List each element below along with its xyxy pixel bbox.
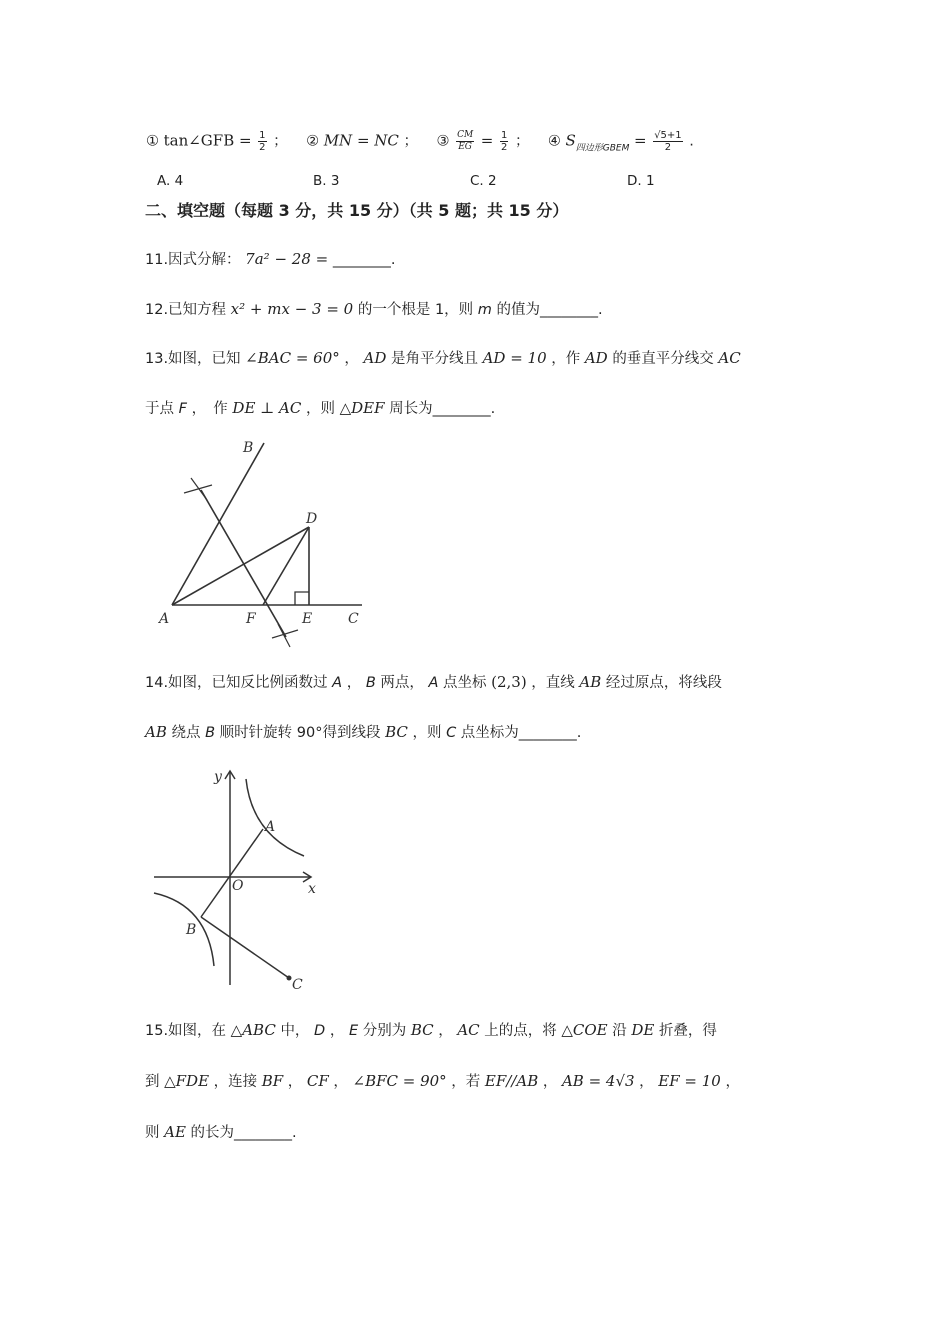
- q15-var: E: [348, 1023, 359, 1039]
- q11-text: 11.因式分解：: [145, 252, 241, 268]
- q13-text: 是角平分线且: [390, 351, 478, 367]
- option-3-eq: =: [480, 131, 494, 150]
- question-13-line-2: [145, 398, 495, 419]
- q14-text: 两点，: [380, 675, 424, 691]
- option-4-eq: =: [634, 131, 647, 150]
- option-1-expr: tan∠GFB =: [163, 131, 252, 150]
- q15-expr: AE: [164, 1123, 186, 1141]
- q15-text: ，: [725, 1074, 740, 1090]
- q12-post: 的值为________.: [496, 302, 603, 318]
- q15-expr: △ABC: [230, 1021, 276, 1039]
- q13-text: ，: [344, 351, 359, 367]
- figure-14: [150, 764, 325, 994]
- q15-text: 中，: [280, 1023, 310, 1039]
- option-4-mark: ④: [547, 133, 561, 150]
- q15-expr: △FDE: [164, 1072, 210, 1090]
- option-1-fraction: $\frac{1}{2}$: [259, 130, 266, 153]
- q12-mid: 的一个根是 1，则: [357, 302, 474, 318]
- q11-expr: 7a² − 28 =: [245, 250, 329, 268]
- label-c: C: [348, 611, 359, 627]
- hyperbola-branch-1: [246, 779, 304, 856]
- label-e: E: [302, 611, 313, 627]
- q14-text: 点坐标为________.: [460, 725, 582, 741]
- q15-expr: AC: [457, 1021, 480, 1039]
- q14-expr: AB: [579, 673, 602, 691]
- label-b: B: [243, 440, 254, 456]
- question-15-line-2: [145, 1071, 740, 1092]
- q14-var: B: [365, 675, 376, 691]
- q13-text: ，作: [551, 351, 581, 367]
- label-c: C: [292, 977, 303, 993]
- option-4-fraction: $\frac{√5+1}{2}$: [654, 130, 682, 153]
- q13-expr: DE ⊥ AC: [232, 399, 302, 417]
- q15-text: ，: [639, 1074, 654, 1090]
- options-row: [146, 130, 694, 159]
- q15-text: ，: [329, 1023, 345, 1039]
- arc-mark-top: [184, 485, 212, 493]
- line-ab: [201, 829, 263, 917]
- q13-expr: AD: [584, 349, 608, 367]
- q13-text: ， 作: [191, 401, 228, 417]
- point-c-dot: [287, 976, 292, 981]
- q15-text: 的长为________.: [190, 1125, 297, 1141]
- q15-expr: BF: [261, 1072, 284, 1090]
- option-2-expr: MN = NC: [323, 131, 399, 150]
- label-a: A: [159, 611, 170, 627]
- q14-text: 点坐标: [443, 675, 487, 691]
- q14-var: A: [332, 675, 343, 691]
- option-3-sep: ；: [514, 133, 530, 150]
- label-y: y: [214, 769, 222, 785]
- q15-expr: CF: [306, 1072, 329, 1090]
- q13-expr: AD: [363, 349, 387, 367]
- q15-text: 则: [145, 1125, 160, 1141]
- q14-text: 绕点: [171, 725, 201, 741]
- q14-text: 14.如图，已知反比例函数过: [145, 675, 328, 691]
- question-15-line-1: [145, 1020, 717, 1041]
- q15-expr: BC: [410, 1021, 434, 1039]
- option-1-mark: ①: [146, 133, 159, 150]
- q15-text: ，: [333, 1074, 348, 1090]
- q13-text: 13.如图，已知: [145, 351, 241, 367]
- q15-text: ，: [542, 1074, 558, 1090]
- q15-text: ，: [438, 1023, 453, 1039]
- segment-bc: [201, 917, 289, 978]
- q13-expr: △DEF: [339, 399, 385, 417]
- q14-text: 经过原点，将线段: [605, 675, 722, 691]
- q13-text: 的垂直平分线交: [612, 351, 714, 367]
- segment-ad: [172, 527, 309, 605]
- q14-expr: AB: [145, 723, 167, 741]
- label-x: x: [308, 881, 316, 897]
- q15-text: ，若: [451, 1074, 481, 1090]
- q14-var: A: [428, 675, 439, 691]
- q14-var: C: [446, 725, 457, 741]
- figure-13: [150, 432, 380, 660]
- question-14-line-2: [145, 722, 581, 743]
- q15-text: 到: [145, 1074, 160, 1090]
- choice-c: C. 2: [470, 173, 497, 189]
- q12-pre: 12.已知方程: [145, 302, 227, 318]
- q15-expr: EF//AB: [484, 1072, 539, 1090]
- q15-expr: ∠BFC = 90°: [352, 1072, 447, 1090]
- right-angle-mark: [295, 592, 309, 605]
- option-1-sep: ；: [273, 133, 288, 150]
- ray-ab: [172, 443, 264, 605]
- q15-expr: DE: [631, 1021, 655, 1039]
- label-d: D: [306, 511, 318, 527]
- option-4-subscript: 四边形GBEM: [575, 143, 630, 154]
- q12-var: m: [477, 302, 492, 318]
- q15-text: ，: [287, 1074, 303, 1090]
- q15-var: D: [314, 1023, 326, 1039]
- q15-expr: △COE: [561, 1021, 608, 1039]
- option-3-fraction-right: $\frac{1}{2}$: [500, 130, 508, 153]
- option-4-end: .: [689, 133, 694, 150]
- q12-expr: x² + mx − 3 = 0: [230, 300, 354, 318]
- segment-df: [263, 527, 309, 605]
- label-a: A: [265, 819, 276, 835]
- q14-text: ，直线: [531, 675, 575, 691]
- section-title: 二、填空题（每题 3 分，共 15 分）（共 5 题；共 15 分）: [145, 201, 569, 220]
- hyperbola-branch-2: [154, 893, 214, 966]
- question-13-line-1: [145, 348, 741, 369]
- label-b: B: [186, 922, 197, 938]
- q15-text: 沿: [612, 1023, 627, 1039]
- q13-expr: AD = 10: [482, 349, 547, 367]
- q14-var: B: [205, 725, 216, 741]
- question-12: [145, 299, 603, 320]
- q14-expr: (2,3): [491, 673, 527, 691]
- q15-text: 分别为: [362, 1023, 407, 1039]
- q13-var: F: [178, 401, 187, 417]
- q14-text: 顺时针旋转 90°得到线段: [219, 725, 381, 741]
- q15-text: 折叠，得: [658, 1023, 717, 1039]
- q15-text: 15.如图，在: [145, 1023, 227, 1039]
- q13-text: ，则: [305, 401, 335, 417]
- option-3-mark: ③: [436, 133, 450, 150]
- q11-blank: ________.: [332, 252, 396, 268]
- q15-expr: EF = 10: [658, 1072, 721, 1090]
- label-f: F: [246, 611, 256, 627]
- q14-text: ，则: [412, 725, 442, 741]
- q13-text: 周长为________.: [389, 401, 496, 417]
- q15-expr: AB = 4√3: [561, 1072, 635, 1090]
- q13-expr: ∠BAC = 60°: [245, 349, 340, 367]
- choice-d: D. 1: [627, 173, 655, 189]
- choice-a: A. 4: [157, 173, 184, 189]
- q13-expr: AC: [718, 349, 741, 367]
- option-4-s: S: [565, 131, 576, 150]
- question-14-line-1: [145, 672, 722, 693]
- perpendicular-bisector: [201, 490, 286, 637]
- question-15-line-3: [145, 1122, 297, 1143]
- q13-text: 于点: [145, 401, 174, 417]
- q14-text: ，: [346, 675, 362, 691]
- q15-text: 上的点，将: [484, 1023, 557, 1039]
- q15-text: ，连接: [213, 1074, 258, 1090]
- option-2-sep: ；: [403, 133, 419, 150]
- label-o: O: [232, 878, 244, 894]
- option-2-mark: ②: [306, 133, 320, 150]
- q14-expr: BC: [385, 723, 408, 741]
- question-11: [145, 249, 395, 270]
- option-3-fraction-left: $\frac{CM}{EG}$: [457, 130, 474, 152]
- choice-b: B. 3: [313, 173, 340, 189]
